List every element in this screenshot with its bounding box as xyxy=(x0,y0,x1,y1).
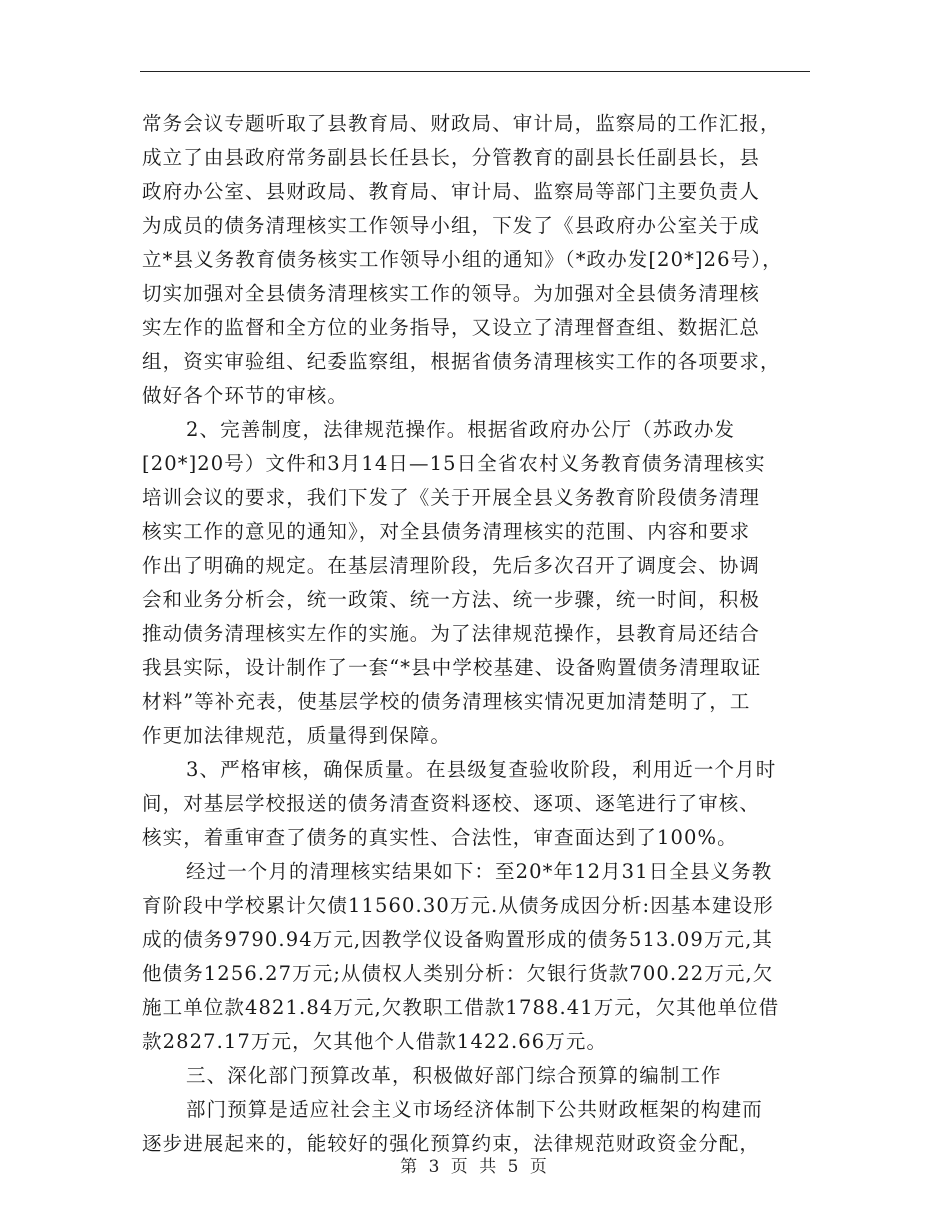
text-line: 作出了明确的规定。在基层清理阶段，先后多次召开了调度会、协调 xyxy=(142,554,761,577)
header-rule xyxy=(140,71,810,72)
text-line: 育阶段中学校累计欠债11560.30万元.从债务成因分析:因基本建设形 xyxy=(142,894,774,917)
text-line: 组，资实审验组、纪委监察组，根据省债务清理核实工作的各项要求， xyxy=(142,350,781,373)
text-line: 他债务1256.27万元;从债权人类别分析：欠银行货款700.22万元,欠 xyxy=(142,962,774,985)
text-line: 核实工作的意见的通知》，对全县债务清理核实的范围、内容和要求 xyxy=(142,520,751,543)
text-line: 材料”等补充表，使基层学校的债务清理核实情况更加清楚明了，工 xyxy=(142,690,751,713)
text-line: 培训会议的要求，我们下发了《关于开展全县义务教育阶段债务清理 xyxy=(142,486,761,509)
paragraph-start-line: 3、严格审核，确保质量。在县级复查验收阶段，利用近一个月时 xyxy=(186,758,777,781)
text-line: 做好各个环节的审核。 xyxy=(142,384,349,407)
text-line: 推动债务清理核实左作的实施。为了法律规范操作，县教育局还结合 xyxy=(142,622,761,645)
text-line: 会和业务分析会，统一政策、统一方法、统一步骤，统一时间，积极 xyxy=(142,588,761,611)
text-line: 成立了由县政府常务副县长任县长，分管教育的副县长任副县长，县 xyxy=(142,146,761,169)
text-line: 款2827.17万元，欠其他个人借款1422.66万元。 xyxy=(142,1030,608,1053)
page-number-footer: 第 3 页 共 5 页 xyxy=(400,1157,550,1177)
paragraph-start-line: 部门预算是适应社会主义市场经济体制下公共财政框架的构建而 xyxy=(186,1098,763,1121)
text-line: 施工单位款4821.84万元,欠教职工借款1788.41万元，欠其他单位借 xyxy=(142,996,780,1019)
paragraph-start-line: 经过一个月的清理核实结果如下：至20*年12月31日全县义务教 xyxy=(186,860,773,883)
text-line: 间，对基层学校报送的债务清查资料逐校、逐项、逐笔进行了审核、 xyxy=(142,792,761,815)
text-line: 核实，着重审查了债务的真实性、合法性，审查面达到了100%。 xyxy=(142,826,738,849)
paragraph-start-line: 2、完善制度，法律规范操作。根据省政府办公厅（苏政办发 xyxy=(186,418,736,441)
text-line: 我县实际，设计制作了一套“*县中学校基建、设备购置债务清理取证 xyxy=(142,656,762,679)
text-line: 立*县义务教育债务核实工作领导小组的通知》（*政办发[20*]26号）， xyxy=(142,248,783,271)
text-line: 成的债务9790.94万元,因教学仪设备购置形成的债务513.09万元,其 xyxy=(142,928,773,951)
text-line: 为成员的债务清理核实工作领导小组，下发了《县政府办公室关于成 xyxy=(142,214,761,237)
text-line: 常务会议专题听取了县教育局、财政局、审计局，监察局的工作汇报， xyxy=(142,112,781,135)
text-line: [20*]20号）文件和3月14日—15日全省农村义务教育债务清理核实 xyxy=(142,452,766,475)
text-line: 实左作的监督和全方位的业务指导，又设立了清理督查组、数据汇总 xyxy=(142,316,761,339)
body-text xyxy=(142,107,814,1161)
text-line: 逐步进展起来的，能较好的强化预算约束，法律规范财政资金分配， xyxy=(142,1132,761,1155)
text-line: 切实加强对全县债务清理核实工作的领导。为加强对全县债务清理核 xyxy=(142,282,761,305)
text-line: 政府办公室、县财政局、教育局、审计局、监察局等部门主要负责人 xyxy=(142,180,761,203)
text-line: 作更加法律规范，质量得到保障。 xyxy=(142,724,452,747)
section-heading: 三、深化部门预算改革，积极做好部门综合预算的编制工作 xyxy=(186,1064,722,1087)
